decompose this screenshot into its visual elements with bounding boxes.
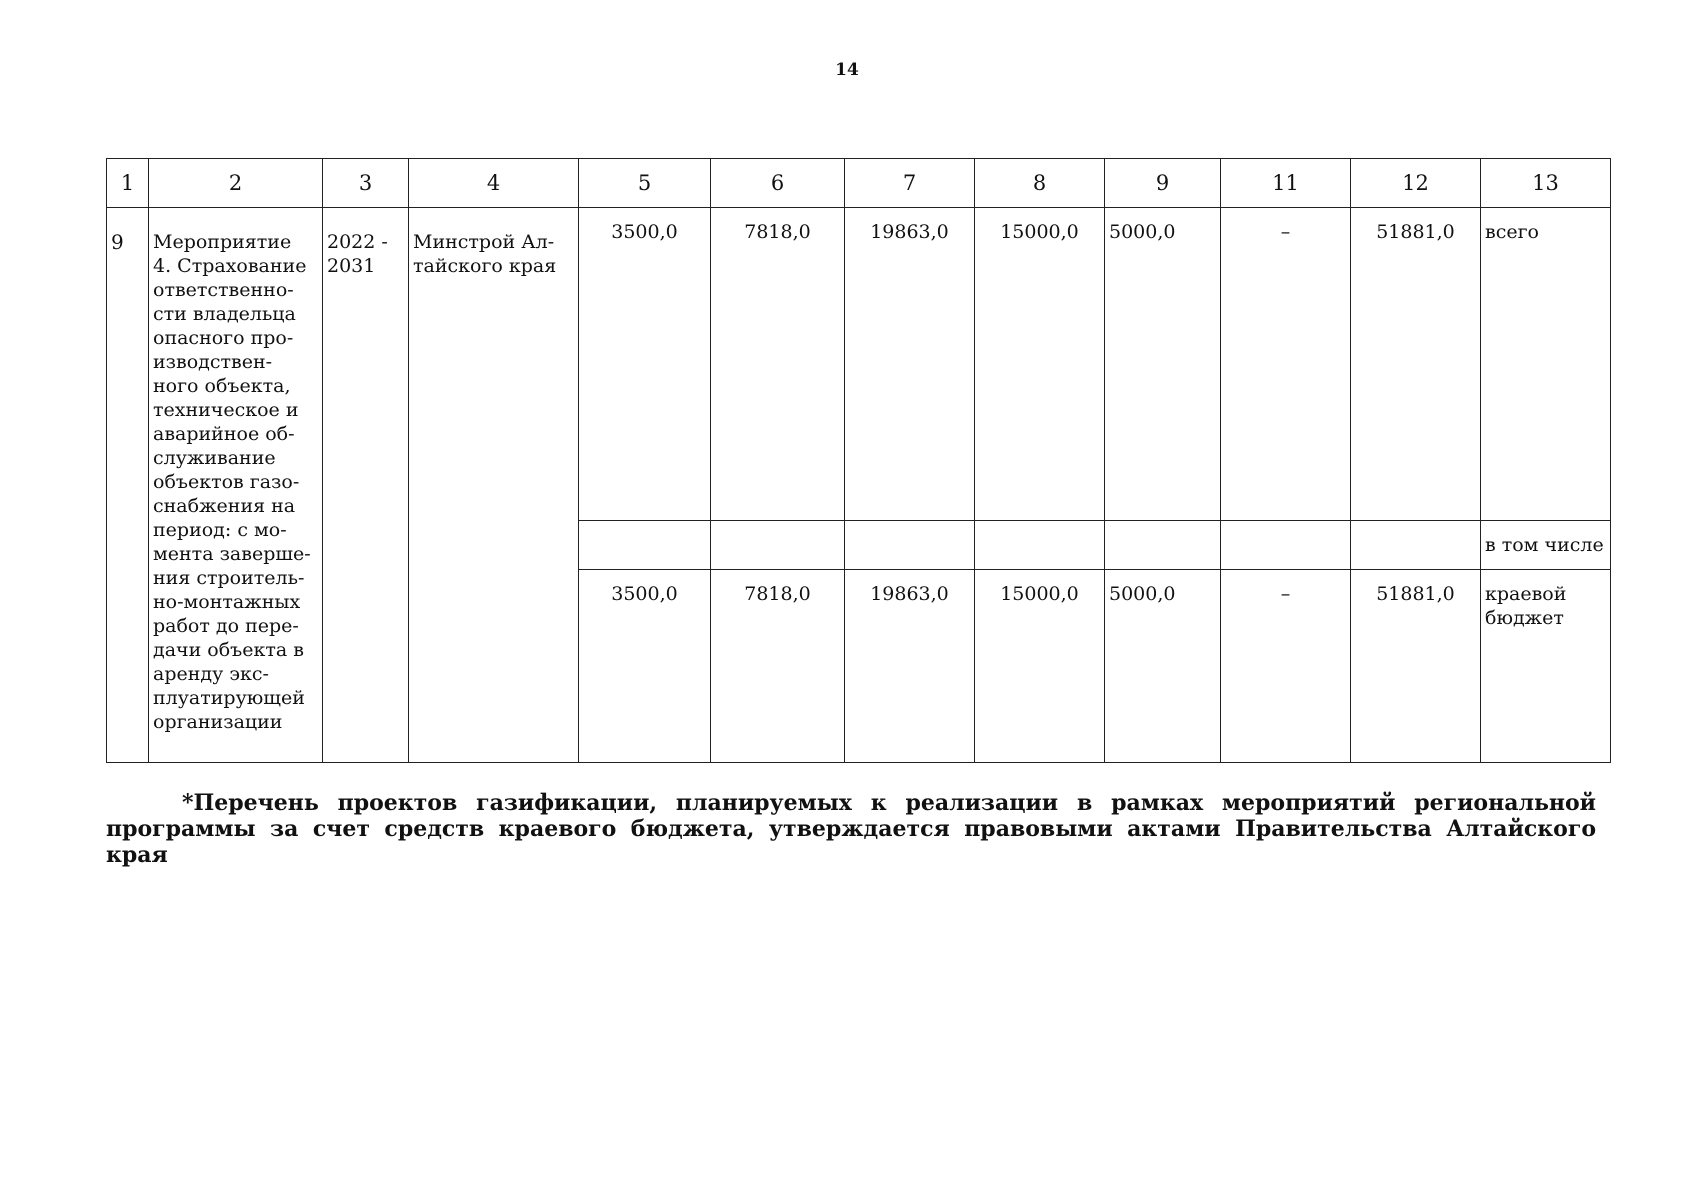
header-cell: 11 — [1221, 159, 1351, 208]
row-index: 9 — [107, 208, 149, 763]
event-line: мента заверше- — [153, 543, 311, 565]
total-value-col6: 7818,0 — [711, 208, 845, 521]
header-cell: 7 — [845, 159, 975, 208]
total-value-col5: 3500,0 — [579, 208, 711, 521]
source-label-line: бюджет — [1485, 607, 1564, 629]
header-cell: 9 — [1105, 159, 1221, 208]
total-value-col9: 5000,0 — [1105, 208, 1221, 521]
header-cell: 12 — [1351, 159, 1481, 208]
event-line: аварийное об- — [153, 423, 295, 445]
regional-value-col5: 3500,0 — [579, 570, 711, 763]
empty-cell — [579, 521, 711, 570]
source-label-total: всего — [1481, 208, 1611, 521]
executor-line: тайского края — [413, 255, 557, 277]
regional-value-col9: 5000,0 — [1105, 570, 1221, 763]
event-line: ния строитель- — [153, 567, 305, 589]
event-line: аренду экс- — [153, 663, 269, 685]
event-line: опасного про- — [153, 327, 294, 349]
event-line: дачи объекта в — [153, 639, 304, 661]
empty-cell — [711, 521, 845, 570]
regional-value-col12: 51881,0 — [1351, 570, 1481, 763]
period-line: 2022 - — [327, 231, 388, 253]
event-line: ответственно- — [153, 279, 294, 301]
empty-cell — [1105, 521, 1221, 570]
total-value-col12: 51881,0 — [1351, 208, 1481, 521]
empty-cell — [1221, 521, 1351, 570]
total-value-col11: – — [1221, 208, 1351, 521]
footnote: *Перечень проектов газификации, планируемых к реализации в рамках мероприятий региональной программы за счет средств краевого бюджета, утверждается правовыми актами Правительства Алтайского края — [106, 790, 1596, 868]
event-line: Мероприятие — [153, 231, 292, 253]
header-cell: 1 — [107, 159, 149, 208]
event-line: период: с мо- — [153, 519, 287, 541]
event-line: плуатирующей — [153, 687, 305, 709]
event-line: техническое и — [153, 399, 299, 421]
regional-value-col6: 7818,0 — [711, 570, 845, 763]
header-cell: 5 — [579, 159, 711, 208]
header-cell: 3 — [323, 159, 409, 208]
program-table — [106, 158, 1611, 763]
regional-value-col8: 15000,0 — [975, 570, 1105, 763]
table-row-total — [107, 208, 1611, 521]
header-cell: 4 — [409, 159, 579, 208]
period-line: 2031 — [327, 255, 376, 277]
event-line: ного объекта, — [153, 375, 291, 397]
event-line: 4. Страхование — [153, 255, 307, 277]
source-label-including: в том числе — [1481, 521, 1611, 570]
event-line: сти владельца — [153, 303, 296, 325]
page-number: 14 — [835, 60, 859, 80]
empty-cell — [845, 521, 975, 570]
header-cell: 13 — [1481, 159, 1611, 208]
source-label-line: краевой — [1485, 583, 1567, 605]
executor — [409, 208, 579, 763]
table-header-row — [107, 159, 1611, 208]
empty-cell — [975, 521, 1105, 570]
header-cell: 8 — [975, 159, 1105, 208]
event-line: снабжения на — [153, 495, 296, 517]
event-line: служивание — [153, 447, 276, 469]
header-cell: 6 — [711, 159, 845, 208]
total-value-col8: 15000,0 — [975, 208, 1105, 521]
event-line: организации — [153, 711, 283, 733]
source-label-regional — [1481, 570, 1611, 763]
event-line: но-монтажных — [153, 591, 301, 613]
period — [323, 208, 409, 763]
regional-value-col11: – — [1221, 570, 1351, 763]
event-line: объектов газо- — [153, 471, 300, 493]
total-value-col7: 19863,0 — [845, 208, 975, 521]
event-description — [149, 208, 323, 763]
event-line: работ до пере- — [153, 615, 299, 637]
header-cell: 2 — [149, 159, 323, 208]
empty-cell — [1351, 521, 1481, 570]
executor-line: Минстрой Ал- — [413, 231, 555, 253]
regional-value-col7: 19863,0 — [845, 570, 975, 763]
event-line: изводствен- — [153, 351, 273, 373]
